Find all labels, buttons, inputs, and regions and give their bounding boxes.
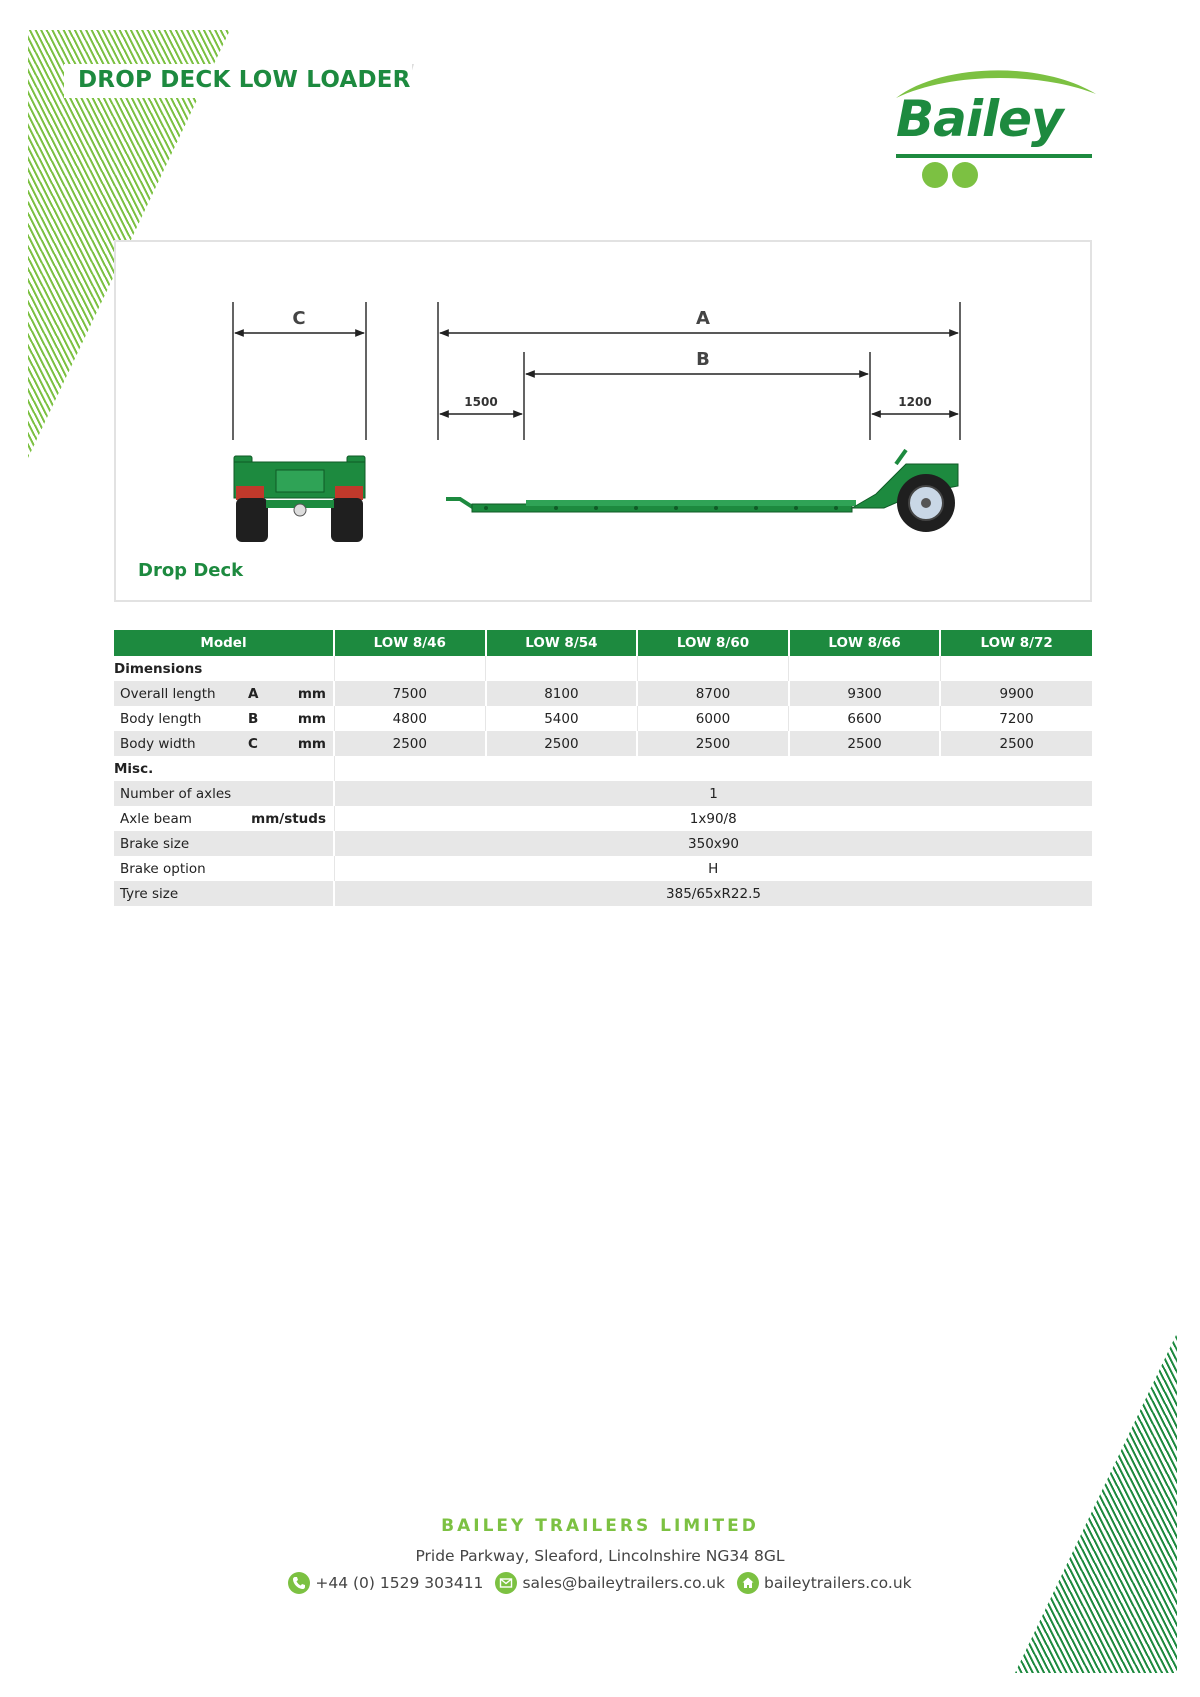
table-row (114, 881, 1092, 906)
row-label: Brake option (120, 860, 206, 877)
table-cell-merged: 1x90/8 (334, 806, 1092, 831)
row-key: C (248, 735, 258, 752)
table-cell-merged: 1 (334, 781, 1092, 806)
table-row (114, 681, 1092, 706)
website-link[interactable]: baileytrailers.co.uk (764, 1574, 912, 1592)
row-unit: mm (297, 735, 326, 752)
header-model-name: LOW 8/60 (637, 630, 789, 656)
table-row (114, 831, 1092, 856)
footer-contacts (0, 1572, 1200, 1594)
page-title: DROP DECK LOW LOADER (78, 67, 411, 93)
table-row (114, 856, 1092, 881)
specification-table (114, 630, 1092, 906)
dimension-c (233, 302, 366, 440)
table-row (114, 731, 1092, 756)
label-1200: 1200 (898, 395, 932, 409)
logo-wheel-dot (952, 162, 978, 188)
table-cell: 6600 (789, 706, 941, 731)
table-cell: 7500 (334, 681, 486, 706)
row-label: Tyre size (120, 885, 179, 902)
table-cell-merged: H (334, 856, 1092, 881)
row-key: A (248, 685, 259, 702)
label-1500: 1500 (464, 395, 498, 409)
bailey-logo (890, 62, 1100, 192)
phone-icon (288, 1572, 310, 1594)
table-cell: 2500 (637, 731, 789, 756)
table-cell-merged: 385/65xR22.5 (334, 881, 1092, 906)
section-label: Misc. (114, 756, 334, 781)
table-cell: 9900 (940, 681, 1092, 706)
table-cell: 2500 (486, 731, 638, 756)
table-row (114, 706, 1092, 731)
row-unit: mm (297, 685, 326, 702)
decorative-stripes-bottom-right (1015, 1333, 1177, 1673)
row-label: Number of axles (120, 785, 232, 802)
row-label: Overall length (120, 685, 216, 702)
contact-website[interactable] (737, 1572, 912, 1594)
home-icon (737, 1572, 759, 1594)
header-model-name: LOW 8/46 (334, 630, 486, 656)
header-model-name: LOW 8/72 (940, 630, 1092, 656)
row-unit: mm/studs (251, 810, 326, 827)
section-label: Dimensions (114, 656, 334, 681)
header-model-name: LOW 8/66 (789, 630, 941, 656)
trailer-rear-view (234, 456, 365, 542)
dimension-rear-1200 (872, 395, 958, 414)
table-row (114, 806, 1092, 831)
dimension-drawing (116, 242, 1094, 604)
table-cell: 4800 (334, 706, 486, 731)
footer-company-name: BAILEY TRAILERS LIMITED (441, 1516, 759, 1536)
table-row (114, 781, 1092, 806)
contact-email[interactable] (495, 1572, 725, 1594)
table-cell: 8700 (637, 681, 789, 706)
dimension-a (438, 302, 960, 440)
dimension-front-1500 (440, 395, 522, 414)
logo-wheel-dot (922, 162, 948, 188)
header-model-name: LOW 8/54 (486, 630, 638, 656)
trailer-side-view (446, 450, 958, 532)
table-cell-merged: 350x90 (334, 831, 1092, 856)
header-model: Model (114, 630, 334, 656)
footer-address: Pride Parkway, Sleaford, Lincolnshire NG34 8GL (415, 1547, 785, 1565)
trailer-diagram (114, 240, 1092, 602)
row-unit: mm (297, 710, 326, 727)
section-row-dimensions (114, 656, 1092, 681)
diagram-caption: Drop Deck (138, 560, 244, 581)
table-cell: 2500 (789, 731, 941, 756)
label-c: C (292, 308, 306, 329)
label-b: B (696, 349, 710, 370)
contact-phone[interactable] (288, 1572, 483, 1594)
table-header-row (114, 630, 1092, 656)
logo-wordmark: Bailey (896, 90, 1063, 148)
table-cell: 8100 (486, 681, 638, 706)
envelope-icon (495, 1572, 517, 1594)
row-label: Brake size (120, 835, 190, 852)
table-cell: 9300 (789, 681, 941, 706)
row-label: Body length (120, 710, 202, 727)
dimension-b (524, 349, 870, 440)
table-cell: 2500 (334, 731, 486, 756)
section-row-misc (114, 756, 1092, 781)
row-label: Body width (120, 735, 196, 752)
email-link[interactable]: sales@baileytrailers.co.uk (522, 1574, 726, 1592)
table-cell: 2500 (940, 731, 1092, 756)
logo-underline (896, 154, 1092, 158)
table-cell: 7200 (940, 706, 1092, 731)
row-label: Axle beam (120, 810, 192, 827)
table-cell: 6000 (637, 706, 789, 731)
label-a: A (696, 308, 710, 329)
table-cell: 5400 (486, 706, 638, 731)
phone-number[interactable]: +44 (0) 1529 303411 (315, 1574, 484, 1592)
row-key: B (248, 710, 259, 727)
